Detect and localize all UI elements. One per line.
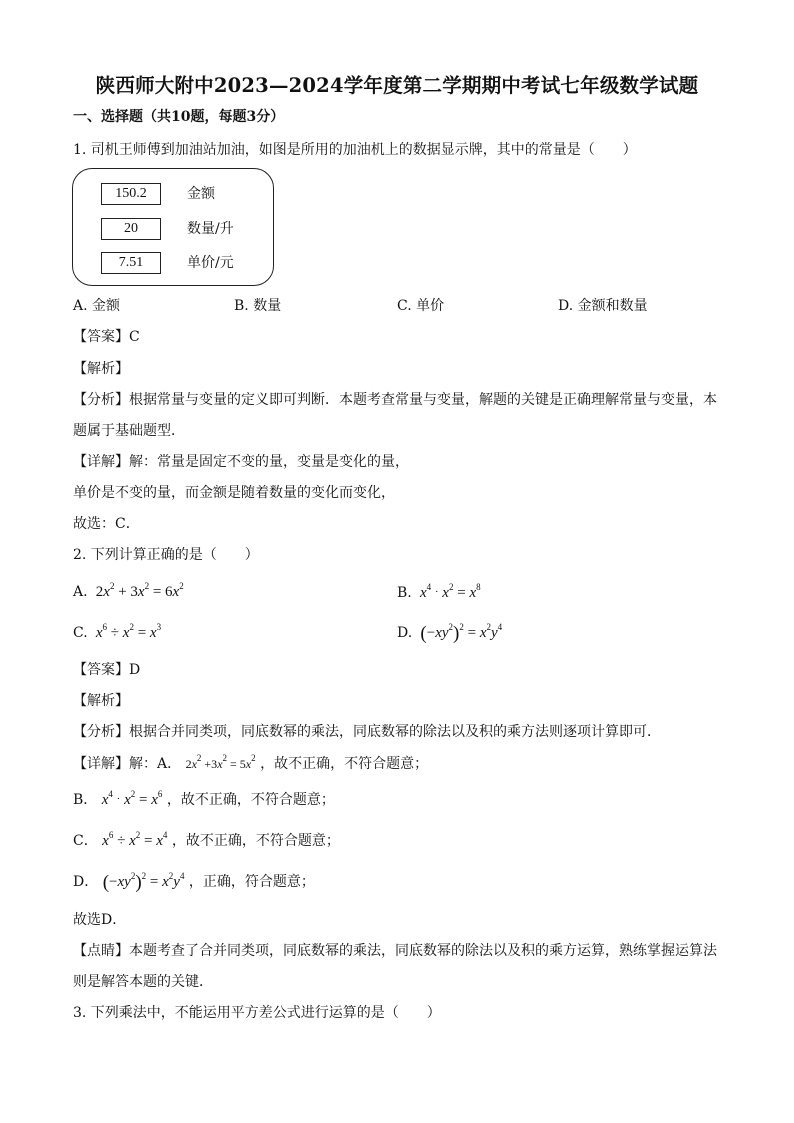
section-heading: 一、选择题（共10题，每题3分）: [73, 109, 285, 125]
q2-detail-d-prefix: D．: [73, 874, 99, 890]
q1-jiexi: 【解析】: [73, 361, 129, 377]
q1-detail-line1: 【详解】解：常量是固定不变的量，变量是变化的量，: [73, 454, 409, 470]
q2-detail-d: [73, 873, 315, 892]
q2-answer: 【答案】D: [73, 662, 141, 678]
fuel-display-panel: [72, 168, 274, 286]
q2-detail-d-suffix: ，正确，符合题意；: [188, 874, 315, 890]
q1-option-d: D. 金额和数量: [558, 298, 648, 314]
q2-option-a: [73, 583, 184, 601]
q2-option-b-letter: B.: [397, 585, 412, 601]
q1-detail-line2: 单价是不变的量，而金额是随着数量的变化而变化，: [73, 485, 395, 501]
q1-option-a: A. 金额: [73, 298, 121, 314]
q2-option-d: [397, 624, 502, 643]
q2-option-b-formula: $x^4 \cdot x^2 = x^8$: [416, 582, 481, 601]
q2-option-d-formula: $(-xy^2)^2 = x^2y^4$: [420, 622, 503, 644]
q1-option-c: C. 单价: [397, 298, 445, 314]
q2-detail-b: [73, 790, 335, 809]
q2-option-a-letter: A.: [73, 584, 88, 600]
q2-detail-b-suffix: ，故不正确，不符合题意；: [166, 792, 335, 808]
q1-analysis-line2: 题属于基础题型．: [73, 423, 185, 439]
q1-option-b: B. 数量: [234, 298, 282, 314]
q1-choose: 故选：C．: [73, 516, 140, 532]
q2-detail-c-formula: $x^6 \div x^2 = x^4$: [102, 830, 168, 849]
q2-detail-a: [73, 755, 428, 773]
q2-option-c: [73, 624, 161, 642]
q2-comment-line1: 【点睛】本题考查了合并同类项，同底数幂的乘法，同底数幂的除法以及积的乘方运算，熟练掌握运算法: [73, 943, 717, 959]
q1-stem: 1. 司机王师傅到加油站加油，如图是所用的加油机上的数据显示牌，其中的常量是（ ）: [73, 142, 637, 158]
amount-value-box: 150.2: [101, 183, 161, 205]
q2-option-c-formula: $x^6 \div x^2 = x^3$: [92, 622, 162, 641]
unit-price-label: 单价/元: [187, 255, 234, 271]
q2-detail-c-prefix: C．: [73, 833, 98, 849]
q2-option-c-letter: C.: [73, 625, 88, 641]
q2-detail-c-suffix: ，故不正确，不符合题意；: [171, 833, 340, 849]
q3-stem: 3. 下列乘法中，不能运用平方差公式进行运算的是（ ）: [73, 1005, 441, 1021]
q2-detail-d-formula: $(-xy^2)^2 = x^2y^4$: [102, 871, 185, 893]
unit-price-value-box: 7.51: [101, 252, 161, 274]
q2-jiexi: 【解析】: [73, 693, 129, 709]
amount-label: 金额: [187, 186, 215, 202]
q2-option-b: [397, 583, 481, 602]
q2-choose: 故选D．: [73, 912, 127, 928]
q1-answer: 【答案】C: [73, 329, 140, 345]
q2-detail-b-prefix: B．: [73, 792, 98, 808]
q2-stem: 2. 下列计算正确的是（ ）: [73, 547, 259, 563]
q2-detail-c: [73, 832, 340, 850]
page-title: 陕西师大附中2023—2024学年度第二学期期中考试七年级数学试题: [95, 74, 699, 97]
q2-analysis: 【分析】根据合并同类项，同底数幂的乘法，同底数幂的除法以及积的乘方法则逐项计算即可．: [73, 724, 661, 740]
q2-option-a-formula: $2x^2 + 3x^2 = 6x^2$: [95, 581, 184, 600]
q1-analysis-line1: 【分析】根据常量与变量的定义即可判断．本题考查常量与变量，解题的关键是正确理解常量与变量，本: [73, 392, 717, 408]
q2-detail-a-formula: $2x^2 +3x^2 = 5x^2$: [185, 753, 256, 771]
q2-option-d-letter: D.: [397, 625, 413, 641]
q2-detail-a-suffix: ，故不正确，不符合题意；: [260, 756, 429, 772]
q2-comment-line2: 则是解答本题的关键．: [73, 974, 213, 990]
q2-detail-a-prefix: 【详解】解：A．: [73, 756, 182, 772]
q2-detail-b-formula: $x^4 \cdot x^2 = x^6$: [101, 789, 163, 808]
quantity-value-box: 20: [101, 218, 161, 240]
quantity-label: 数量/升: [187, 221, 234, 237]
